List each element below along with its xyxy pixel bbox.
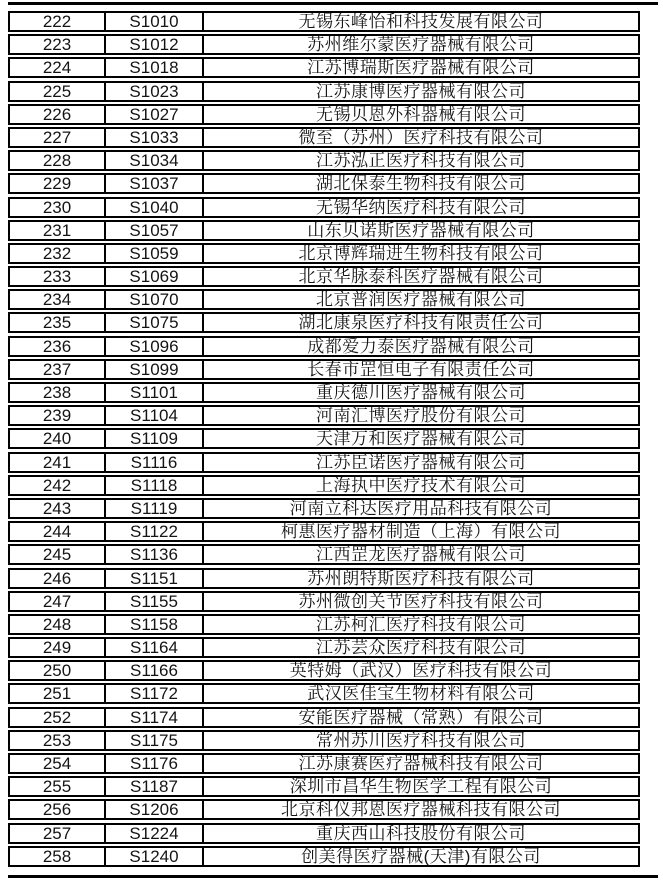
row-number-cell: 244 <box>42 522 72 542</box>
row-number-cell: 250 <box>42 661 72 681</box>
supplier-code-cell: S1010 <box>104 13 202 30</box>
company-name-cell: 天津万和医疗器械有限公司 <box>202 430 638 447</box>
supplier-code-cell: S1033 <box>104 129 202 146</box>
row-number-cell: 236 <box>42 336 72 356</box>
supplier-code-cell: S1119 <box>104 500 202 517</box>
table-row <box>8 475 640 496</box>
company-name-cell: 微至（苏州）医疗科技有限公司 <box>202 129 638 146</box>
row-number-cell: 230 <box>42 197 72 217</box>
row-number-cell: 240 <box>42 429 72 449</box>
company-name-cell: 江苏柯汇医疗科技有限公司 <box>202 616 638 633</box>
table-row <box>8 776 640 797</box>
table-row <box>8 799 640 820</box>
supplier-code-cell: S1151 <box>104 570 202 587</box>
supplier-code-cell: S1018 <box>104 59 202 76</box>
page-bottom-rule <box>8 875 658 878</box>
row-number-cell: 223 <box>42 35 72 55</box>
table-row <box>8 382 640 403</box>
supplier-code-cell: S1057 <box>104 222 202 239</box>
table-row <box>8 614 640 635</box>
table-row <box>8 683 640 704</box>
row-number-cell: 222 <box>42 12 72 31</box>
company-name-cell: 武汉医佳宝生物材料有限公司 <box>202 685 638 702</box>
supplier-code-cell: S1059 <box>104 245 202 262</box>
company-name-cell: 英特姆（武汉）医疗科技有限公司 <box>202 662 638 679</box>
supplier-code-cell: S1175 <box>104 732 202 749</box>
supplier-code-cell: S1070 <box>104 291 202 308</box>
company-name-cell: 江苏康赛医疗器械科技有限公司 <box>202 755 638 772</box>
supplier-code-cell: S1206 <box>104 801 202 818</box>
row-number-cell: 257 <box>42 823 72 843</box>
company-name-cell: 长春市罡恒电子有限责任公司 <box>202 361 638 378</box>
company-name-cell: 北京科仪邦恩医疗器械科技有限公司 <box>202 801 638 818</box>
row-number-cell: 252 <box>42 707 72 727</box>
supplier-code-cell: S1069 <box>104 268 202 285</box>
supplier-code-cell: S1109 <box>104 430 202 447</box>
supplier-code-cell: S1034 <box>104 152 202 169</box>
company-table-body <box>8 11 640 867</box>
company-name-cell: 河南汇博医疗股份有限公司 <box>202 407 638 424</box>
table-row <box>8 104 640 125</box>
table-row <box>8 266 640 287</box>
company-name-cell: 重庆德川医疗器械有限公司 <box>202 384 638 401</box>
row-number-cell: 231 <box>42 220 72 240</box>
table-row <box>8 173 640 194</box>
company-name-cell: 北京普润医疗器械有限公司 <box>202 291 638 308</box>
table-row <box>8 521 640 542</box>
table-row <box>8 846 640 867</box>
table-row <box>8 336 640 357</box>
row-number-cell: 239 <box>42 406 72 426</box>
table-row <box>8 544 640 565</box>
supplier-code-cell: S1176 <box>104 755 202 772</box>
company-name-cell: 江苏泓正医疗科技有限公司 <box>202 152 638 169</box>
table-row <box>8 289 640 310</box>
table-row <box>8 312 640 333</box>
table-row <box>8 591 640 612</box>
row-number-cell: 235 <box>42 313 72 333</box>
company-name-cell: 江西罡龙医疗器械有限公司 <box>202 546 638 563</box>
company-name-cell: 苏州维尔蒙医疗器械有限公司 <box>202 36 638 53</box>
supplier-code-cell: S1155 <box>104 593 202 610</box>
row-number-cell: 246 <box>42 568 72 588</box>
row-number-cell: 254 <box>42 754 72 773</box>
table-row <box>8 660 640 681</box>
supplier-code-cell: S1101 <box>104 384 202 401</box>
row-number-cell: 225 <box>42 81 72 101</box>
supplier-code-cell: S1099 <box>104 361 202 378</box>
table-row <box>8 498 640 519</box>
row-number-cell: 247 <box>42 591 72 611</box>
supplier-code-cell: S1122 <box>104 523 202 540</box>
row-number-cell: 238 <box>42 383 72 402</box>
company-name-cell: 无锡贝恩外科器械有限公司 <box>202 106 638 123</box>
row-number-cell: 248 <box>42 614 72 634</box>
page-top-rule <box>8 2 658 5</box>
company-name-cell: 河南立科达医疗用品科技有限公司 <box>202 500 638 517</box>
company-name-cell: 常州苏川医疗科技有限公司 <box>202 732 638 749</box>
row-number-cell: 245 <box>42 545 72 565</box>
supplier-code-cell: S1040 <box>104 199 202 216</box>
supplier-code-cell: S1116 <box>104 454 202 471</box>
company-name-cell: 湖北保泰生物科技有限公司 <box>202 175 638 192</box>
row-number-cell: 255 <box>42 777 72 797</box>
company-name-cell: 创美得医疗器械(天津)有限公司 <box>202 848 638 865</box>
supplier-code-cell: S1158 <box>104 616 202 633</box>
table-row <box>8 127 640 148</box>
table-row <box>8 150 640 171</box>
table-row <box>8 637 640 658</box>
supplier-code-cell: S1174 <box>104 709 202 726</box>
row-number-cell: 242 <box>42 475 72 495</box>
row-number-cell: 249 <box>42 638 72 658</box>
company-name-cell: 重庆西山科技股份有限公司 <box>202 825 638 842</box>
row-number-cell: 224 <box>42 58 72 78</box>
row-number-cell: 234 <box>42 290 72 310</box>
company-name-cell: 上海执中医疗技术有限公司 <box>202 477 638 494</box>
company-name-cell: 安能医疗器械（常熟）有限公司 <box>202 709 638 726</box>
row-number-cell: 258 <box>42 846 72 866</box>
table-row <box>8 11 640 32</box>
company-name-cell: 柯惠医疗器材制造（上海）有限公司 <box>202 523 638 540</box>
row-number-cell: 227 <box>42 127 72 147</box>
table-row <box>8 568 640 589</box>
table-row <box>8 57 640 78</box>
table-row <box>8 243 640 264</box>
supplier-code-cell: S1027 <box>104 106 202 123</box>
table-row <box>8 81 640 102</box>
row-number-cell: 232 <box>42 243 72 263</box>
company-name-cell: 成都爱力泰医疗器械有限公司 <box>202 338 638 355</box>
supplier-code-cell: S1012 <box>104 36 202 53</box>
table-row <box>8 34 640 55</box>
company-name-cell: 北京博辉瑞进生物科技有限公司 <box>202 245 638 262</box>
company-name-cell: 无锡东峰怡和科技发展有限公司 <box>202 13 638 30</box>
table-row <box>8 452 640 473</box>
table-row <box>8 359 640 380</box>
table-row <box>8 823 640 844</box>
row-number-cell: 253 <box>42 730 72 750</box>
company-name-cell: 苏州朗特斯医疗科技有限公司 <box>202 570 638 587</box>
supplier-code-cell: S1136 <box>104 546 202 563</box>
supplier-code-cell: S1118 <box>104 477 202 494</box>
supplier-code-cell: S1075 <box>104 314 202 331</box>
table-row <box>8 220 640 241</box>
supplier-code-cell: S1037 <box>104 175 202 192</box>
supplier-code-cell: S1172 <box>104 685 202 702</box>
supplier-code-cell: S1187 <box>104 778 202 795</box>
row-number-cell: 233 <box>42 267 72 287</box>
company-name-cell: 深圳市昌华生物医学工程有限公司 <box>202 778 638 795</box>
company-name-cell: 山东贝诺斯医疗器械有限公司 <box>202 222 638 239</box>
table-row <box>8 197 640 218</box>
supplier-code-cell: S1104 <box>104 407 202 424</box>
company-name-cell: 江苏康博医疗器械有限公司 <box>202 83 638 100</box>
row-number-cell: 229 <box>42 174 72 194</box>
row-number-cell: 241 <box>42 452 72 472</box>
supplier-code-cell: S1166 <box>104 662 202 679</box>
row-number-cell: 251 <box>42 684 72 704</box>
table-row <box>8 428 640 449</box>
row-number-cell: 226 <box>42 104 72 124</box>
supplier-code-cell: S1240 <box>104 848 202 865</box>
supplier-code-cell: S1224 <box>104 825 202 842</box>
row-number-cell: 237 <box>42 359 72 379</box>
supplier-code-cell: S1023 <box>104 83 202 100</box>
row-number-cell: 243 <box>42 498 72 518</box>
company-name-cell: 江苏芸众医疗科技有限公司 <box>202 639 638 656</box>
row-number-cell: 256 <box>42 800 72 820</box>
table-row <box>8 730 640 751</box>
table-row <box>8 405 640 426</box>
company-name-cell: 苏州微创关节医疗科技有限公司 <box>202 593 638 610</box>
company-name-cell: 北京华脉泰科医疗器械有限公司 <box>202 268 638 285</box>
company-name-cell: 湖北康泉医疗科技有限责任公司 <box>202 314 638 331</box>
company-name-cell: 无锡华纳医疗科技有限公司 <box>202 199 638 216</box>
supplier-code-cell: S1096 <box>104 338 202 355</box>
table-row <box>8 707 640 728</box>
row-number-cell: 228 <box>42 151 72 171</box>
supplier-code-cell: S1164 <box>104 639 202 656</box>
company-name-cell: 江苏臣诺医疗器械有限公司 <box>202 454 638 471</box>
company-name-cell: 江苏博瑞斯医疗器械有限公司 <box>202 59 638 76</box>
table-row <box>8 753 640 774</box>
